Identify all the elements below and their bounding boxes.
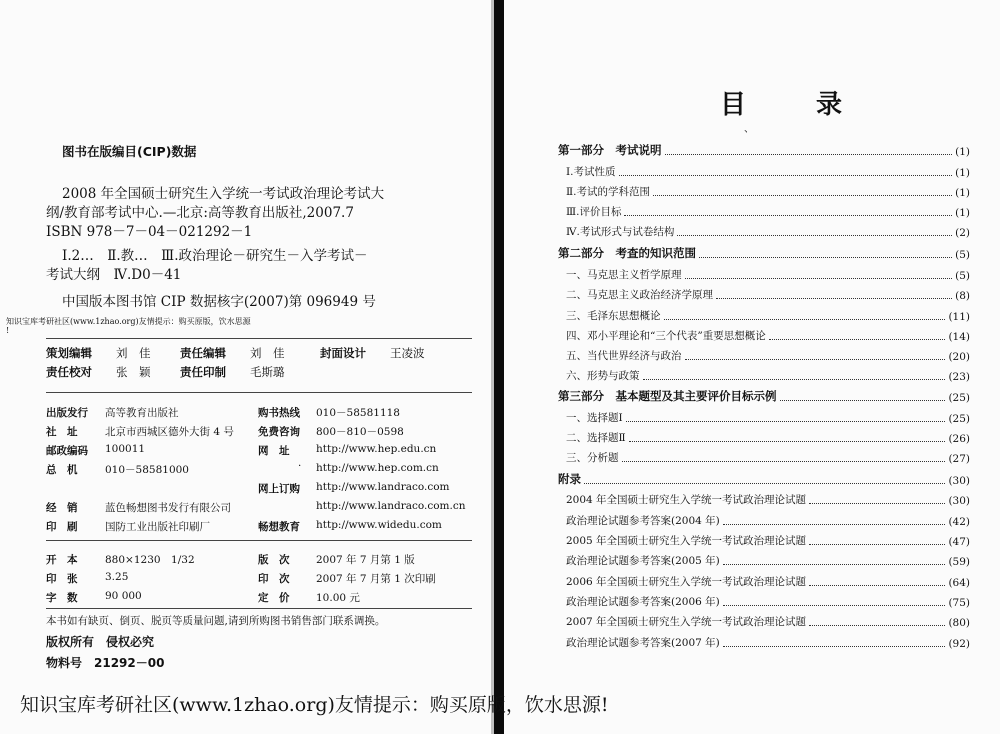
divider-middle xyxy=(46,392,472,393)
toc-entry[interactable] xyxy=(558,284,970,302)
divider-specs xyxy=(46,540,472,541)
defect-notice: 本书如有缺页、倒页、脱页等质量问题,请到所购图书销售部门联系调换。 xyxy=(46,615,386,627)
toc-dot-leader xyxy=(624,215,952,216)
toc-dot-leader xyxy=(619,175,953,176)
toc-entry-page: (2) xyxy=(955,227,970,239)
publisher-label: 出版发行 xyxy=(46,407,88,419)
cip-line-3: ISBN 978－7－04－021292－1 xyxy=(46,224,253,240)
item-number: 物料号 21292－00 xyxy=(46,656,165,670)
contents-heading: 目 录 xyxy=(720,90,865,120)
toc-dot-leader xyxy=(769,339,946,340)
toc-dot-leader xyxy=(584,483,945,484)
edu-site-value[interactable]: http://www.widedu.com xyxy=(316,519,442,531)
toc-entry-page: (42) xyxy=(948,516,970,528)
toc-entry[interactable] xyxy=(558,427,970,445)
toc-entry[interactable] xyxy=(558,447,970,465)
toc-entry-page: (30) xyxy=(948,475,970,487)
printing-label: 印 次 xyxy=(258,573,290,585)
toc-entry-page: (92) xyxy=(948,638,970,650)
price-label: 定 价 xyxy=(258,592,290,604)
edition-label: 版 次 xyxy=(258,554,290,566)
distributor-value: 蓝色畅想图书发行有限公司 xyxy=(105,502,231,514)
toc-entry-page: (14) xyxy=(948,331,970,343)
format-value: 880×1230 1/32 xyxy=(105,554,195,566)
cip-number: 中国版本图书馆 CIP 数据核字(2007)第 096949 号 xyxy=(62,294,376,310)
toc-entry[interactable] xyxy=(558,530,970,548)
toc-entry-title: 政治理论试题参考答案(2007 年) xyxy=(566,637,720,649)
cip-heading: 图书在版编目(CIP)数据 xyxy=(62,144,197,159)
hotline-value: 010－58581118 xyxy=(316,407,400,419)
divider-bottom xyxy=(46,608,472,609)
toc-entry-title: 2005 年全国硕士研究生入学统一考试政治理论试题 xyxy=(566,535,807,547)
cover-design-value: 王凌波 xyxy=(390,346,425,360)
book-spine-divider xyxy=(494,0,504,734)
toc-entry[interactable] xyxy=(558,264,970,282)
rights-notice: 版权所有 侵权必究 xyxy=(46,635,155,649)
toc-entry-title: Ⅰ.考试性质 xyxy=(566,166,616,178)
toc-entry[interactable] xyxy=(558,140,970,158)
format-label: 开 本 xyxy=(46,554,78,566)
toc-entry-title: 五、当代世界经济与政治 xyxy=(566,350,682,362)
website-value-2[interactable]: http://www.hep.com.cn xyxy=(316,462,439,474)
sheets-value: 3.25 xyxy=(105,571,129,583)
toc-entry-page: (8) xyxy=(955,290,970,302)
responsible-editor-value: 刘 佳 xyxy=(250,346,285,360)
toc-dot-leader xyxy=(716,298,952,299)
toc-entry[interactable] xyxy=(558,221,970,239)
toc-entry-title: 政治理论试题参考答案(2004 年) xyxy=(566,515,720,527)
toc-dot-leader xyxy=(677,235,952,236)
toc-entry-page: (5) xyxy=(955,249,970,261)
toc-entry-title: 第一部分 考试说明 xyxy=(558,143,662,157)
toc-dot-leader xyxy=(685,359,946,360)
planning-editor-value: 刘 佳 xyxy=(116,346,151,360)
print-manager-label: 责任印制 xyxy=(180,365,226,379)
toc-entry-page: (75) xyxy=(948,597,970,609)
toc-entry[interactable] xyxy=(558,386,970,404)
toc-entry-title: 三、分析题 xyxy=(566,452,619,464)
toc-entry-page: (1) xyxy=(955,207,970,219)
online-order-value-1[interactable]: http://www.landraco.com xyxy=(316,481,450,493)
toc-entry-title: 一、选择题Ⅰ xyxy=(566,412,623,424)
cip-line-1: 2008 年全国硕士研究生入学统一考试政治理论考试大 xyxy=(62,186,385,202)
toc-dot-leader xyxy=(723,524,946,525)
publisher-value: 高等教育出版社 xyxy=(105,407,179,419)
toc-dot-leader xyxy=(723,564,946,565)
toc-dot-leader xyxy=(622,461,946,462)
toc-entry[interactable] xyxy=(558,325,970,343)
toc-entry-title: 三、毛泽东思想概论 xyxy=(566,310,661,322)
toc-entry[interactable] xyxy=(558,181,970,199)
toc-entry-page: (11) xyxy=(948,311,970,323)
toc-dot-leader xyxy=(626,421,946,422)
toc-dot-leader xyxy=(685,278,953,279)
toc-entry-title: 政治理论试题参考答案(2006 年) xyxy=(566,596,720,608)
toc-entry-page: (47) xyxy=(948,536,970,548)
zip-value: 100011 xyxy=(105,443,146,455)
heading-mark: 、 xyxy=(744,124,754,135)
toc-entry-title: 第三部分 基本题型及其主要评价目标示例 xyxy=(558,389,777,403)
toc-entry-title: 2007 年全国硕士研究生入学统一考试政治理论试题 xyxy=(566,616,807,628)
small-watermark-tail: ! xyxy=(6,326,10,335)
toc-entry-page: (27) xyxy=(948,453,970,465)
toc-dot-leader xyxy=(809,544,945,545)
responsible-editor-label: 责任编辑 xyxy=(180,346,226,360)
toc-entry-title: Ⅱ.考试的学科范围 xyxy=(566,186,650,198)
dot-mark: · xyxy=(298,460,302,472)
toc-entry[interactable] xyxy=(558,407,970,425)
toc-entry[interactable] xyxy=(558,550,970,568)
toc-entry-title: 二、选择题Ⅱ xyxy=(566,432,626,444)
toc-entry[interactable] xyxy=(558,243,970,261)
website-label: 网 址 xyxy=(258,445,290,457)
hotline-label: 购书热线 xyxy=(258,407,300,419)
toc-entry-page: (23) xyxy=(948,371,970,383)
toc-dot-leader xyxy=(809,585,945,586)
toc-dot-leader xyxy=(643,379,946,380)
proofreader-value: 张 颖 xyxy=(116,365,151,379)
switchboard-value: 010－58581000 xyxy=(105,464,189,476)
toc-dot-leader xyxy=(723,605,946,606)
toc-entry-title: 2006 年全国硕士研究生入学统一考试政治理论试题 xyxy=(566,576,807,588)
toc-entry-page: (1) xyxy=(955,187,970,199)
toc-entry-page: (5) xyxy=(955,270,970,282)
printer-label: 印 刷 xyxy=(46,521,78,533)
toc-dot-leader xyxy=(809,625,945,626)
online-order-label: 网上订购 xyxy=(258,483,300,495)
toc-entry[interactable] xyxy=(558,571,970,589)
website-value-1[interactable]: http://www.hep.edu.cn xyxy=(316,443,437,455)
word-count-value: 90 000 xyxy=(105,590,142,602)
consult-value: 800－810－0598 xyxy=(316,426,404,438)
toc-entry[interactable] xyxy=(558,591,970,609)
toc-entry-page: (1) xyxy=(955,146,970,158)
toc-dot-leader xyxy=(699,257,952,258)
toc-entry-page: (1) xyxy=(955,167,970,179)
toc-dot-leader xyxy=(664,319,946,320)
proofreader-label: 责任校对 xyxy=(46,365,92,379)
toc-entry[interactable] xyxy=(558,305,970,323)
toc-entry-title: 四、邓小平理论和“三个代表”重要思想概论 xyxy=(566,330,766,342)
toc-entry-title: 六、形势与政策 xyxy=(566,370,640,382)
toc-entry-title: 附录 xyxy=(558,472,581,486)
printing-value: 2007 年 7 月第 1 次印刷 xyxy=(316,573,436,585)
toc-entry-page: (59) xyxy=(948,556,970,568)
toc-entry-page: (25) xyxy=(948,392,970,404)
toc-dot-leader xyxy=(780,400,946,401)
online-order-value-2[interactable]: http://www.landraco.com.cn xyxy=(316,500,466,512)
toc-dot-leader xyxy=(809,503,945,504)
cip-line-2: 纲/教育部考试中心.—北京:高等教育出版社,2007.7 xyxy=(46,205,354,221)
toc-entry[interactable] xyxy=(558,489,970,507)
planning-editor-label: 策划编辑 xyxy=(46,346,92,360)
address-label: 社 址 xyxy=(46,426,78,438)
toc-entry-title: 第二部分 考查的知识范围 xyxy=(558,246,696,260)
toc-entry-page: (64) xyxy=(948,577,970,589)
toc-entry-page: (80) xyxy=(948,617,970,629)
toc-entry-title: Ⅳ.考试形式与试卷结构 xyxy=(566,226,675,238)
toc-entry[interactable] xyxy=(558,201,970,219)
toc-entry-page: (30) xyxy=(948,495,970,507)
word-count-label: 字 数 xyxy=(46,592,78,604)
sheets-label: 印 张 xyxy=(46,573,78,585)
toc-dot-leader xyxy=(723,646,946,647)
toc-entry-title: Ⅲ.评价目标 xyxy=(566,206,622,218)
small-watermark: 知识宝库考研社区(www.1zhao.org)友情提示：购买原版，饮水思源 xyxy=(6,317,251,326)
toc-entry-page: (26) xyxy=(948,433,970,445)
toc-entry-title: 政治理论试题参考答案(2005 年) xyxy=(566,555,720,567)
divider-top xyxy=(46,338,472,339)
toc-entry-page: (20) xyxy=(948,351,970,363)
toc-entry-page: (25) xyxy=(948,413,970,425)
cover-design-label: 封面设计 xyxy=(320,346,366,360)
price-value: 10.00 元 xyxy=(316,592,360,604)
toc-entry[interactable] xyxy=(558,161,970,179)
cip-line-4: Ⅰ.2… Ⅱ.教… Ⅲ.政治理论－研究生－入学考试－ xyxy=(62,248,368,264)
toc-entry[interactable] xyxy=(558,345,970,363)
cip-line-5: 考试大纲 Ⅳ.D0－41 xyxy=(46,267,182,283)
toc-entry[interactable] xyxy=(558,632,970,650)
toc-dot-leader xyxy=(629,441,946,442)
toc-dot-leader xyxy=(653,195,952,196)
zip-label: 邮政编码 xyxy=(46,445,88,457)
toc-entry[interactable] xyxy=(558,365,970,383)
address-value: 北京市西城区德外大街 4 号 xyxy=(105,426,234,438)
edu-site-label: 畅想教育 xyxy=(258,521,300,533)
edition-value: 2007 年 7 月第 1 版 xyxy=(316,554,415,566)
toc-dot-leader xyxy=(665,154,953,155)
switchboard-label: 总 机 xyxy=(46,464,78,476)
consult-label: 免费咨询 xyxy=(258,426,300,438)
toc-entry-title: 一、马克思主义哲学原理 xyxy=(566,269,682,281)
toc-entry[interactable] xyxy=(558,469,970,487)
printer-value: 国防工业出版社印刷厂 xyxy=(105,521,210,533)
distributor-label: 经 销 xyxy=(46,502,78,514)
bottom-watermark: 知识宝库考研社区(www.1zhao.org)友情提示：购买原版，饮水思源! xyxy=(20,694,609,716)
toc-entry[interactable] xyxy=(558,510,970,528)
toc-entry[interactable] xyxy=(558,611,970,629)
toc-entry-title: 2004 年全国硕士研究生入学统一考试政治理论试题 xyxy=(566,494,807,506)
toc-entry-title: 二、马克思主义政治经济学原理 xyxy=(566,289,713,301)
print-manager-value: 毛斯璐 xyxy=(250,365,285,379)
